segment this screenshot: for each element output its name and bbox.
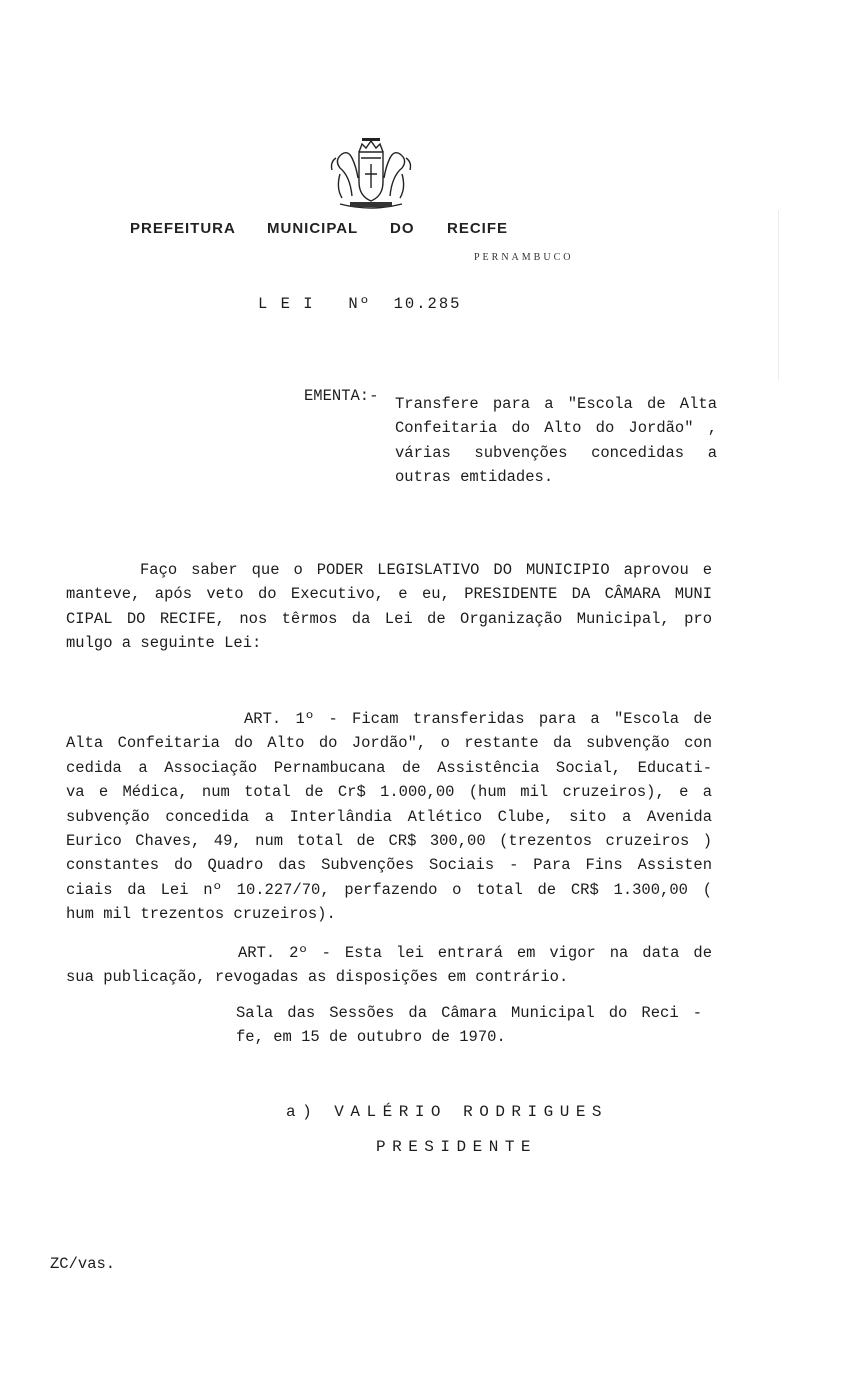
article-1-line: Alta Confeitaria do Alto do Jordão", o restante da subvenção con [66, 734, 712, 753]
article-2 [66, 941, 712, 990]
header-word-do: DO [390, 220, 415, 237]
closing-line: fe, em 15 de outubro de 1970. [236, 1028, 506, 1047]
article-1-line: va e Médica, num total de Cr$ 1.000,00 (hum mil cruzeiros), e a [66, 783, 712, 802]
preamble-paragraph [66, 558, 712, 656]
ementa-line: Transfere para a "Escola de Alta [395, 395, 717, 413]
ementa-line: várias subvenções concedidas a [395, 443, 717, 462]
preamble-line: manteve, após veto do Executivo, e eu, PRESIDENTE DA CÂMARA MUNI [66, 585, 712, 604]
ementa-line: outras emtidades. [395, 468, 554, 487]
ementa-label: EMENTA:- [304, 387, 379, 405]
article-1-line: cedida a Associação Pernambucana de Assistência Social, Educati- [66, 758, 712, 777]
article-1-line: hum mil trezentos cruzeiros). [66, 905, 336, 924]
article-1-line: constantes do Quadro das Subvenções Sociais - Para Fins Assisten [66, 856, 712, 875]
article-2-line: sua publicação, revogadas as disposições em contrário. [66, 968, 569, 987]
header-state: PERNAMBUCO [474, 252, 574, 263]
article-1-line: ART. 1º - Ficam transferidas para a "Escola de [244, 710, 712, 728]
recife-coat-of-arms-icon [322, 138, 420, 212]
preamble-line: CIPAL DO RECIFE, nos têrmos da Lei de Organização Municipal, pro [66, 609, 712, 628]
closing-paragraph [236, 1001, 702, 1050]
preamble-line: Faço saber que o PODER LEGISLATIVO DO MUNICIPIO aprovou e [140, 561, 712, 579]
preamble-line: mulgo a seguinte Lei: [66, 634, 262, 653]
article-1-line: subvenção concedida a Interlândia Atlético Clube, sito a Avenida [66, 807, 712, 826]
closing-line: Sala das Sessões da Câmara Municipal do Reci - [236, 1004, 702, 1022]
header-word-municipal: MUNICIPAL [267, 220, 359, 237]
ementa-text [395, 392, 717, 490]
paper-fold-mark [778, 210, 779, 380]
header-word-prefeitura: PREFEITURA [130, 220, 236, 237]
ementa-line: Confeitaria do Alto do Jordão" , [395, 419, 717, 438]
header-word-recife: RECIFE [447, 220, 509, 237]
law-title: L E I Nº 10.285 [258, 295, 462, 313]
signature-title: PRESIDENTE [376, 1138, 538, 1156]
signature-name: a) VALÉRIO RODRIGUES [286, 1103, 609, 1121]
article-2-line: ART. 2º - Esta lei entrará em vigor na data de [238, 944, 712, 962]
article-1-line: Eurico Chaves, 49, num total de CR$ 300,00 (trezentos cruzeiros ) [66, 832, 712, 851]
article-1 [66, 707, 712, 927]
article-1-line: ciais da Lei nº 10.227/70, perfazendo o total de CR$ 1.300,00 ( [66, 880, 712, 899]
typist-reference: ZC/vas. [50, 1255, 116, 1273]
